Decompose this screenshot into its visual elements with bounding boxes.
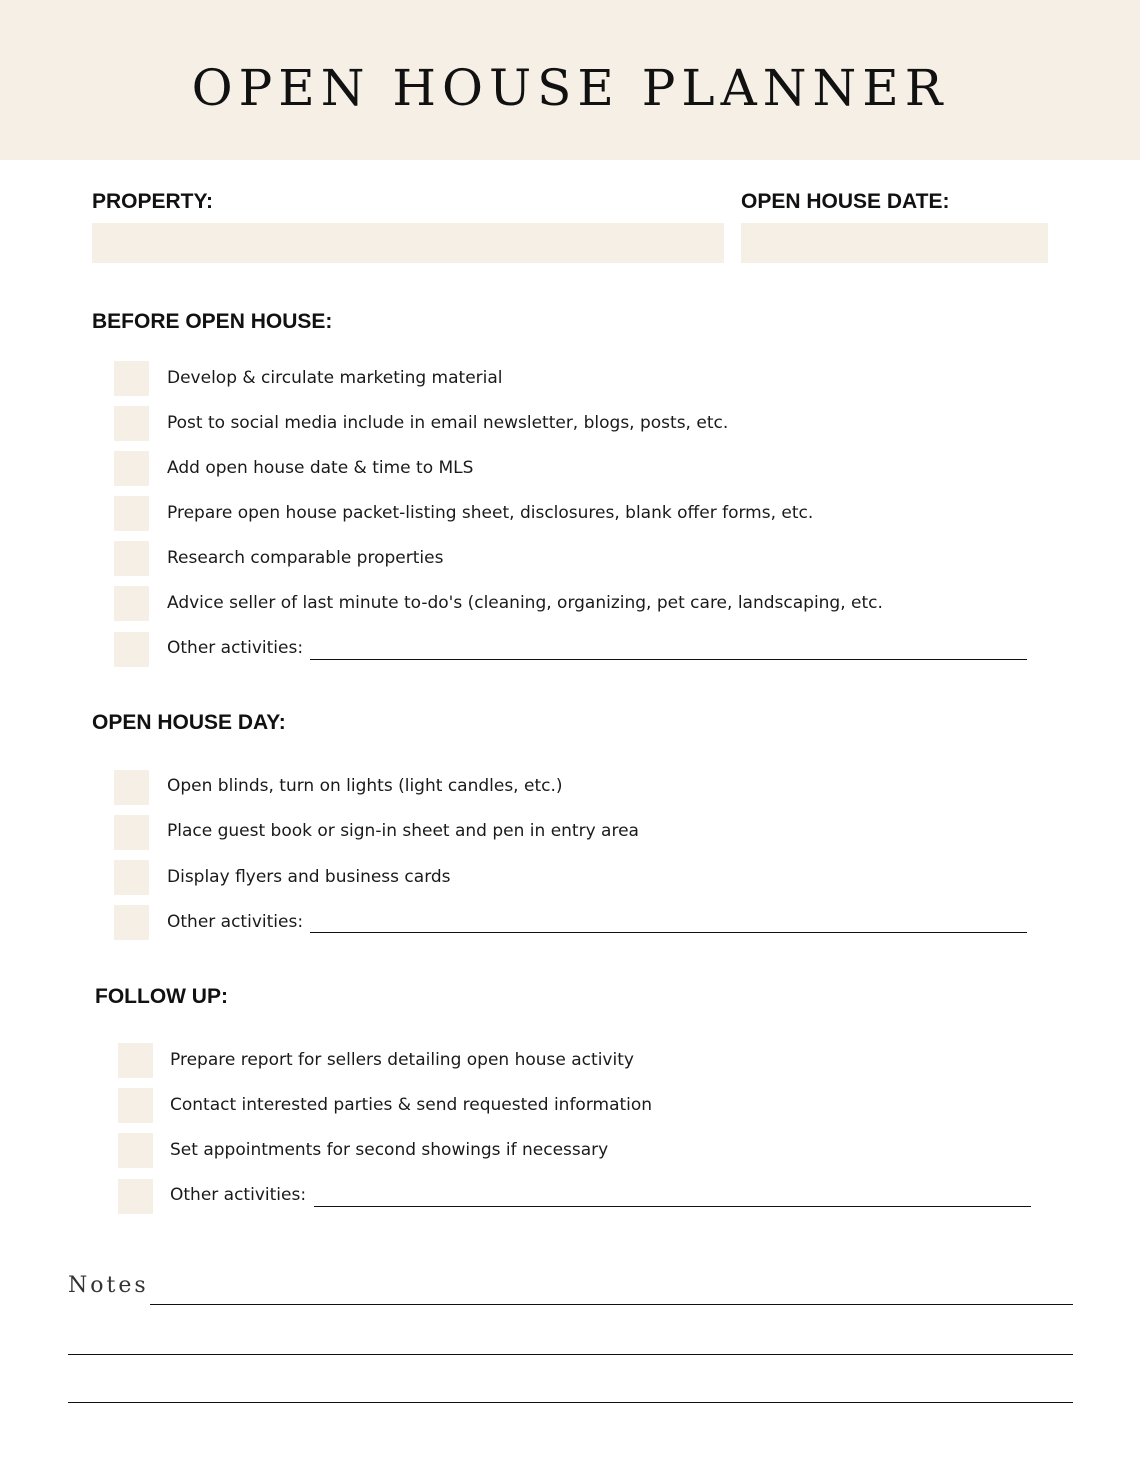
open-house-date-label: OPEN HOUSE DATE: [741,190,950,213]
list-item: Contact interested parties & send requested information [170,1095,653,1115]
checkbox-follow-2[interactable] [118,1088,153,1123]
other-activities-line-before[interactable] [310,659,1027,660]
checkbox-follow-3[interactable] [118,1133,153,1168]
checkbox-day-4[interactable] [114,905,149,940]
checkbox-follow-1[interactable] [118,1043,153,1078]
checkbox-day-3[interactable] [114,860,149,895]
notes-line-3[interactable] [68,1402,1073,1403]
list-item: Prepare open house packet-listing sheet, disclosures, blank offer forms, etc. [167,503,814,523]
header-band [0,0,1140,160]
list-item: Other activities: [170,1185,307,1205]
checkbox-before-3[interactable] [114,451,149,486]
other-activities-line-follow-up[interactable] [314,1206,1031,1207]
section-heading-before: BEFORE OPEN HOUSE: [92,310,333,333]
list-item: Develop & circulate marketing material [167,368,503,388]
property-input[interactable] [92,223,724,263]
list-item: Add open house date & time to MLS [167,458,474,478]
list-item: Other activities: [167,912,304,932]
other-activities-line-day[interactable] [310,932,1027,933]
checkbox-before-4[interactable] [114,496,149,531]
checkbox-follow-4[interactable] [118,1179,153,1214]
checkbox-day-1[interactable] [114,770,149,805]
list-item: Prepare report for sellers detailing open house activity [170,1050,634,1070]
section-heading-day: OPEN HOUSE DAY: [92,711,286,734]
checkbox-before-6[interactable] [114,586,149,621]
open-house-date-input[interactable] [741,223,1048,263]
list-item: Other activities: [167,638,304,658]
list-item: Advice seller of last minute to-do's (cleaning, organizing, pet care, landscaping, etc. [167,593,883,613]
list-item: Display flyers and business cards [167,867,451,887]
list-item: Open blinds, turn on lights (light candles, etc.) [167,776,563,796]
notes-line-1[interactable] [150,1304,1073,1305]
checkbox-before-5[interactable] [114,541,149,576]
page-title: OPEN HOUSE PLANNER [191,59,949,117]
checkbox-day-2[interactable] [114,815,149,850]
notes-line-2[interactable] [68,1354,1073,1355]
list-item: Place guest book or sign-in sheet and pen in entry area [167,821,639,841]
section-heading-follow-up: FOLLOW UP: [95,985,228,1008]
checkbox-before-2[interactable] [114,406,149,441]
list-item: Post to social media include in email newsletter, blogs, posts, etc. [167,413,729,433]
checkbox-before-7[interactable] [114,632,149,667]
list-item: Research comparable properties [167,548,444,568]
property-label: PROPERTY: [92,190,213,213]
notes-label: Notes [68,1273,149,1298]
list-item: Set appointments for second showings if necessary [170,1140,609,1160]
checkbox-before-1[interactable] [114,361,149,396]
